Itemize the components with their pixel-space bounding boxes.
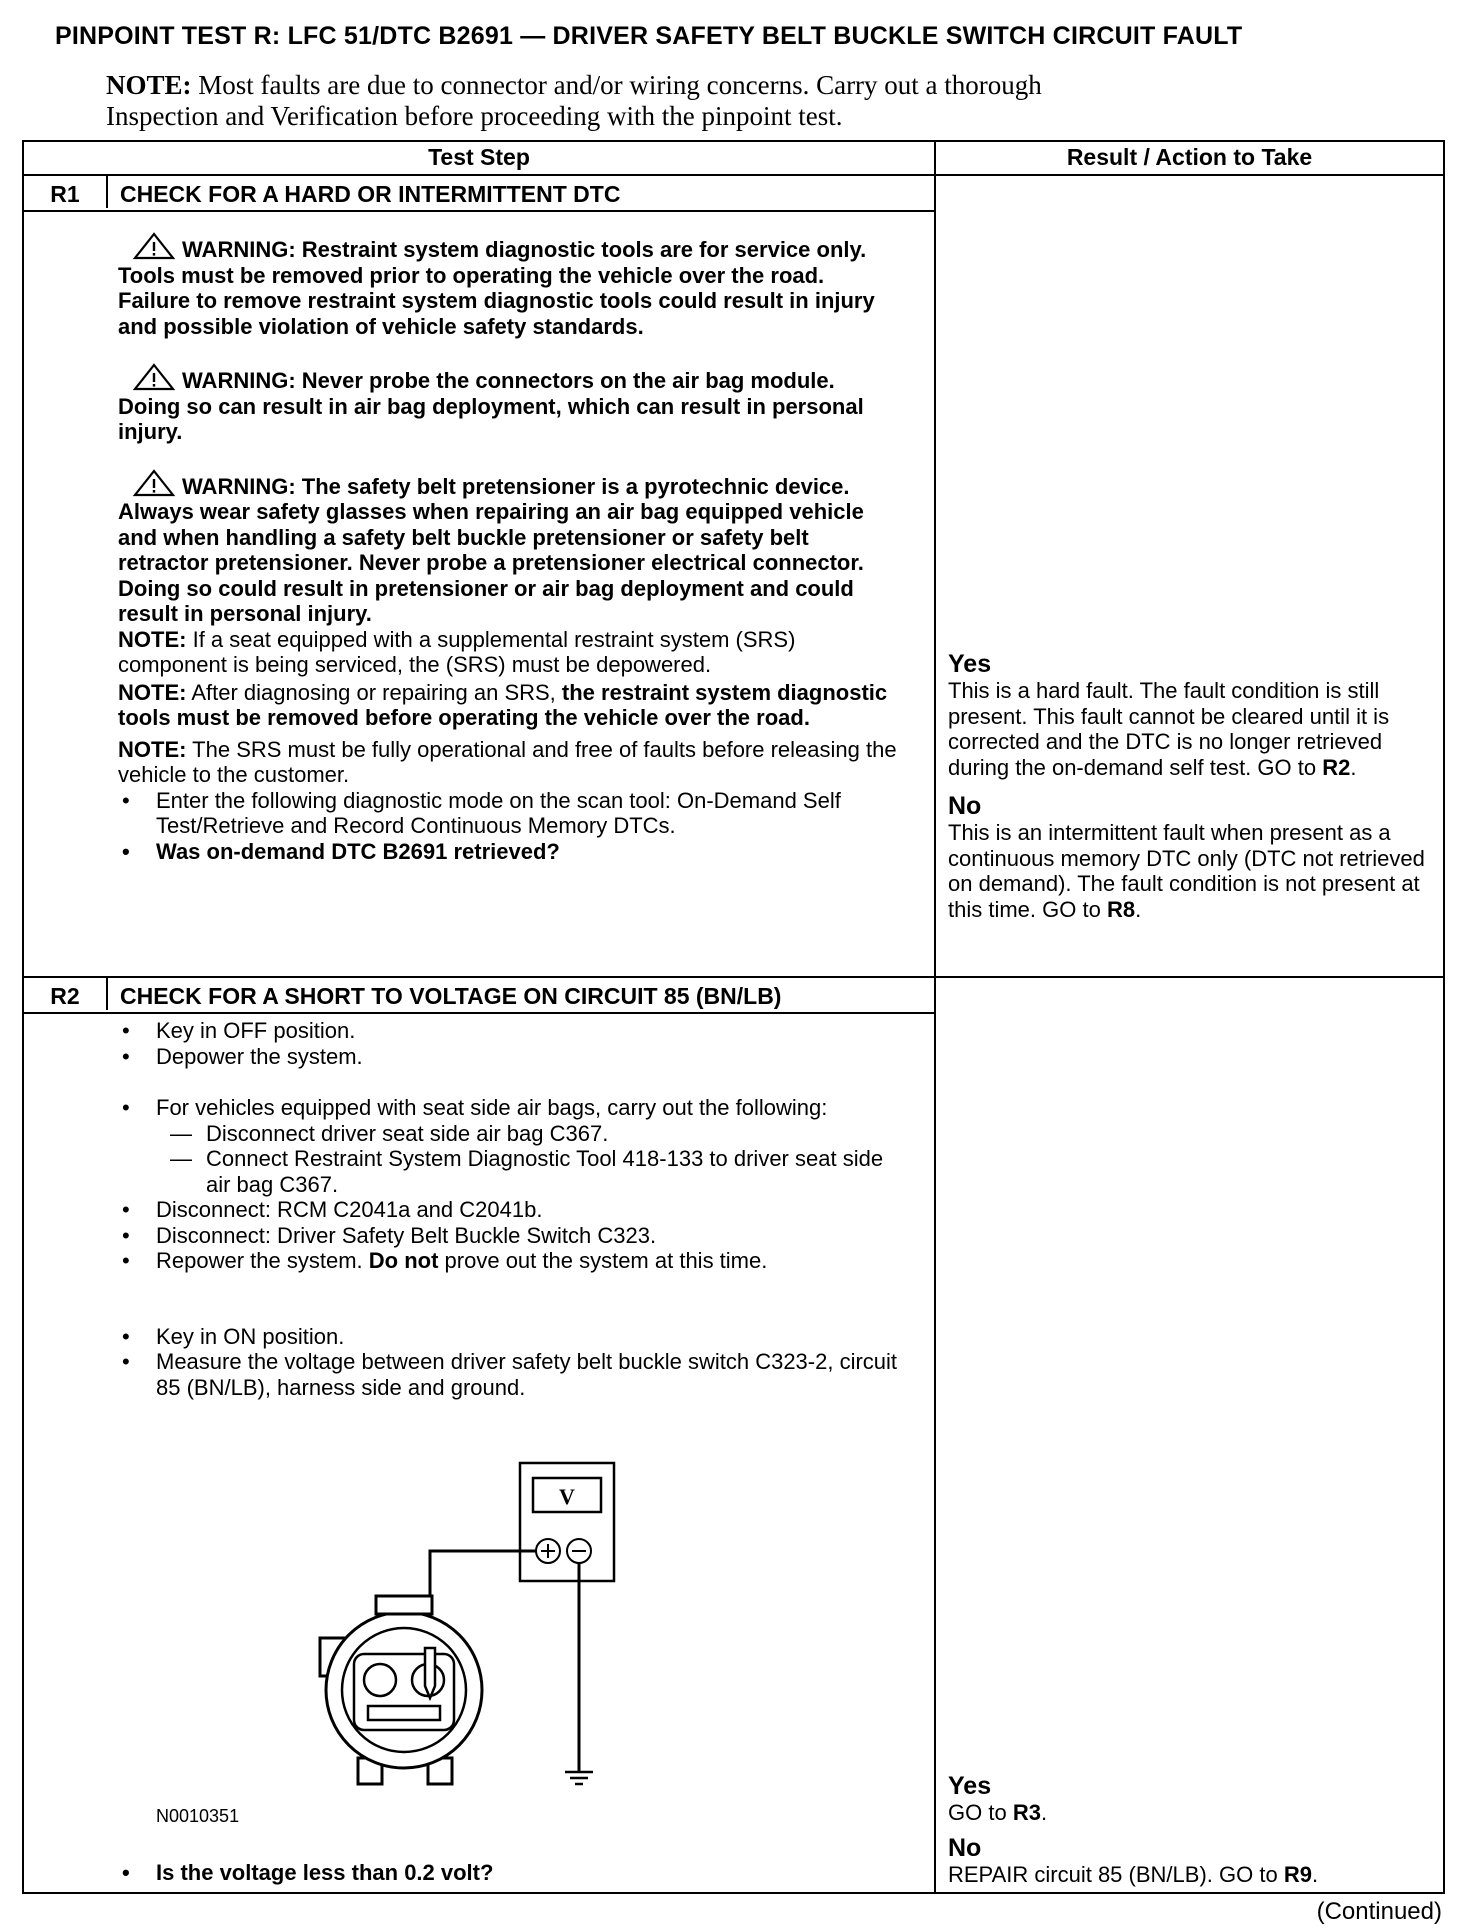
warning-2-text: WARNING: Never probe the connectors on the air bag module. Doing so can result in air bag deployment, which can result in personal injury. — [118, 368, 864, 444]
result-no-label: No — [948, 792, 982, 820]
intro-note-text: Most faults are due to connector and/or wiring concerns. Carry out a thorough — [198, 70, 1042, 100]
step-sub-item: — Disconnect driver seat side air bag C367. — [118, 1121, 898, 1147]
connector-c323-icon — [320, 1596, 482, 1784]
note-operational-text: The SRS must be fully operational and free of faults before releasing the vehicle to the customer. — [118, 736, 897, 787]
result-no-text: REPAIR circuit 85 (BN/LB). GO to R9. — [948, 1861, 1319, 1887]
intro-note — [106, 70, 1406, 132]
step-id-r1: R1 — [50, 181, 80, 207]
warning-2 — [118, 363, 898, 445]
result-r1 — [948, 650, 1440, 922]
warning-triangle-icon — [132, 232, 176, 260]
warning-3-text: WARNING: The safety belt pretensioner is a pyrotechnic device. Always wear safety glasses when repairing an air bag equipped vehicle and when handling a safety belt buckle pretensioner or safety belt retractor pretensioner. Never probe a pretensioner electrical connector. Doing so could result in pretensioner or air bag deployment and could result in personal injury. — [118, 473, 864, 626]
warning-3 — [118, 469, 898, 627]
note-remove-tools-text: After diagnosing or repairing an SRS, — [191, 679, 556, 705]
step-title-r1: CHECK FOR A HARD OR INTERMITTENT DTC — [120, 181, 621, 207]
step-title-r2: CHECK FOR A SHORT TO VOLTAGE ON CIRCUIT 85 (BN/LB) — [120, 983, 782, 1009]
warning-1-text: WARNING: Restraint system diagnostic tools are for service only. Tools must be removed prior to operating the vehicle over the road. Failure to remove restraint system diagnostic tools could result in injury and possible violation of vehicle safety standards. — [118, 237, 875, 339]
goto-link-r2[interactable]: R2 — [1322, 754, 1351, 780]
header-rule — [22, 174, 1445, 176]
header-test-step: Test Step — [428, 144, 530, 170]
step-bullet: • Disconnect: Driver Safety Belt Buckle Switch C323. — [118, 1223, 898, 1249]
result-yes-label: Yes — [948, 650, 992, 678]
step-bullet: • Key in OFF position. — [118, 1018, 898, 1044]
intro-note-label: NOTE: — [106, 70, 192, 100]
r1-title-rule — [22, 210, 934, 212]
note-remove-tools-emphasis: the restraint system diagnostic tools must be removed before operating the vehicle over the road. — [118, 679, 888, 730]
figure-id: N0010351 — [156, 1806, 240, 1826]
note-remove-tools — [118, 680, 898, 731]
goto-link-r8[interactable]: R8 — [1106, 896, 1136, 922]
note-depower-text: If a seat equipped with a supplemental restraint system (SRS) component is being serviced, the (SRS) must be depowered. — [118, 626, 796, 677]
result-r2 — [948, 1772, 1440, 1887]
voltmeter-diagram — [300, 1458, 620, 1788]
note-depower — [118, 627, 898, 678]
step-bullet: • Key in ON position. — [118, 1324, 898, 1350]
step-bullet: • Measure the voltage between driver safety belt buckle switch C323-2, circuit 85 (BN/LB), harness side and ground. — [118, 1349, 898, 1400]
step-id-r2: R2 — [50, 983, 80, 1009]
note-label: NOTE: — [118, 626, 187, 652]
page-title: PINPOINT TEST R: LFC 51/DTC B2691 — DRIVER SAFETY BELT BUCKLE SWITCH CIRCUIT FAULT — [55, 22, 1243, 50]
step-question-r2: • Is the voltage less than 0.2 volt? — [118, 1860, 936, 1886]
result-no-label: No — [948, 1833, 982, 1862]
probe-tip — [425, 1648, 435, 1698]
step-bullet: • For vehicles equipped with seat side air bags, carry out the following: — [118, 1095, 898, 1121]
continued-label: (Continued) — [1316, 1898, 1442, 1925]
r1-end-rule — [22, 976, 1445, 978]
voltmeter-label: V — [559, 1484, 575, 1509]
step-bullet: • Disconnect: RCM C2041a and C2041b. — [118, 1197, 898, 1223]
step-sub-item: — Connect Restraint System Diagnostic Tool 418-133 to driver seat side air bag C367. — [118, 1146, 898, 1197]
result-yes-text: This is a hard fault. The fault condition is still present. This fault cannot be cleared until it is corrected and the DTC is no longer retrieved during the on-demand self test. GO to R2. — [948, 678, 1390, 780]
warning-triangle-icon — [132, 363, 176, 391]
header-result: Result / Action to Take — [1066, 144, 1313, 170]
goto-link-r3[interactable]: R3 — [1012, 1800, 1041, 1825]
warning-1 — [118, 232, 898, 339]
step-body-r1 — [118, 232, 898, 864]
intro-note-text-2: Inspection and Verification before proceeding with the pinpoint test. — [106, 101, 843, 131]
note-label: NOTE: — [118, 736, 187, 762]
step-body-r2 — [118, 1018, 898, 1400]
goto-link-r9[interactable]: R9 — [1283, 1861, 1312, 1887]
step-bullet: • Repower the system. Do not prove out the system at this time. — [118, 1248, 898, 1274]
note-label: NOTE: — [118, 679, 187, 705]
step-bullet: • Depower the system. — [118, 1044, 898, 1070]
result-yes-text: GO to R3. — [948, 1800, 1048, 1825]
warning-triangle-icon — [132, 469, 176, 497]
note-operational — [118, 737, 898, 788]
r2-title-rule — [22, 1012, 934, 1014]
result-yes-label: Yes — [948, 1772, 992, 1800]
column-divider-id — [106, 176, 108, 208]
column-divider-main — [934, 140, 936, 1894]
column-divider-id-r2 — [106, 978, 108, 1010]
step-question-r1: • Was on-demand DTC B2691 retrieved? — [118, 839, 898, 865]
result-no-text: This is an intermittent fault when present as a continuous memory DTC only (DTC not retrieved on demand). The fault condition is not present at this time. GO to R8. — [948, 820, 1425, 922]
step-bullet-scan-tool: • Enter the following diagnostic mode on the scan tool: On-Demand Self Test/Retrieve and Record Continuous Memory DTCs. — [118, 788, 898, 839]
